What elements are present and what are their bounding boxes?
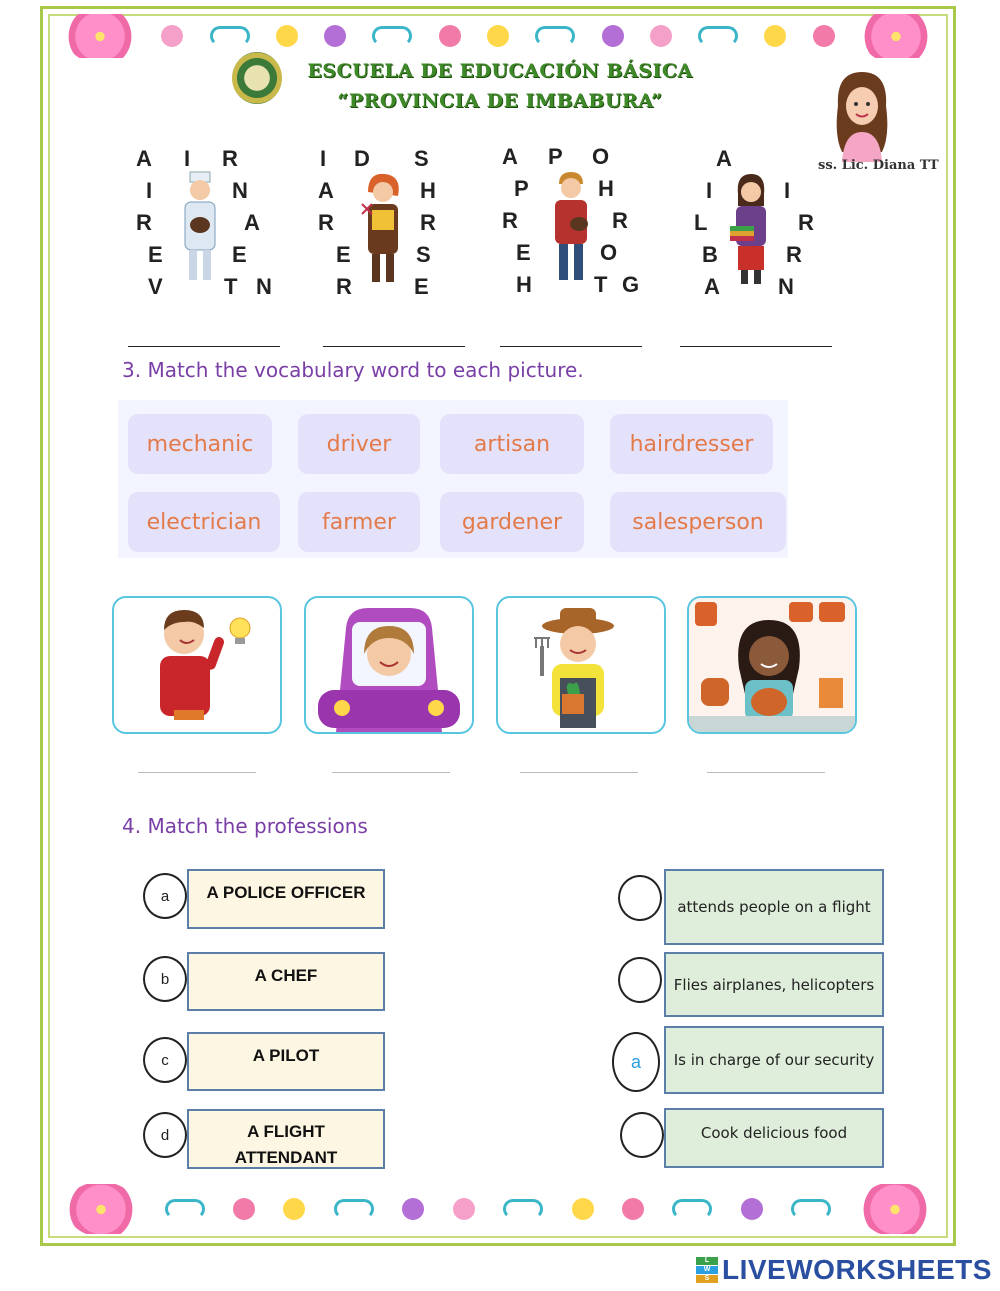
puzzle-letter: E bbox=[414, 274, 429, 299]
description-box: Flies airplanes, helicopters bbox=[664, 952, 884, 1017]
puzzle-letter: N bbox=[256, 274, 272, 299]
electrician-picture-card bbox=[112, 596, 282, 734]
profession-box[interactable]: A CHEF bbox=[187, 952, 385, 1011]
puzzle-letter: I bbox=[784, 178, 791, 203]
artisan-picture-card bbox=[687, 596, 857, 734]
puzzle-letter: A bbox=[136, 146, 152, 171]
letter-circle: b bbox=[143, 956, 187, 1002]
word-chip[interactable]: hairdresser bbox=[610, 414, 773, 474]
logo-letter: L bbox=[696, 1257, 718, 1265]
teacher-name: ss. Lic. Diana TT bbox=[818, 158, 939, 173]
farmer-picture-card bbox=[496, 596, 666, 734]
answer-circle[interactable] bbox=[618, 875, 662, 921]
swirl-icon bbox=[334, 1199, 374, 1219]
word-chip[interactable]: mechanic bbox=[128, 414, 272, 474]
answer-circle[interactable]: a bbox=[612, 1032, 660, 1092]
puzzle-letter: I bbox=[706, 178, 713, 203]
puzzle-letter: V bbox=[148, 274, 163, 299]
flower-icon bbox=[276, 25, 298, 47]
puzzle-letter: S bbox=[414, 146, 429, 171]
puzzle-letter: N bbox=[778, 274, 794, 299]
letter-circle: d bbox=[143, 1112, 187, 1158]
puzzle-letter: R bbox=[318, 210, 334, 235]
puzzle-letter: R bbox=[786, 242, 802, 267]
answer-line[interactable] bbox=[680, 346, 832, 347]
word-chip[interactable]: artisan bbox=[440, 414, 584, 474]
answer-line[interactable] bbox=[323, 346, 465, 347]
farmer-picture-icon bbox=[498, 598, 664, 732]
logo-letter: W bbox=[696, 1266, 718, 1274]
swirl-icon bbox=[698, 26, 738, 46]
flower-icon bbox=[764, 25, 786, 47]
swirl-icon bbox=[165, 1199, 205, 1219]
flower-icon bbox=[66, 1184, 136, 1234]
puzzle-letter: O bbox=[592, 144, 610, 169]
puzzle-letter: I bbox=[184, 146, 191, 171]
puzzle-letter: E bbox=[232, 242, 247, 267]
librarian-figure-icon bbox=[726, 170, 776, 288]
puzzle-letter: D bbox=[354, 146, 370, 171]
word-chip[interactable]: salesperson bbox=[610, 492, 786, 552]
electrician-picture-icon bbox=[114, 598, 280, 732]
swirl-icon bbox=[535, 26, 575, 46]
flower-icon bbox=[572, 1198, 594, 1220]
profession-box[interactable]: A FLIGHT ATTENDANT bbox=[187, 1109, 385, 1169]
puzzle-letter: B bbox=[702, 242, 718, 267]
answer-circle[interactable] bbox=[620, 1112, 664, 1158]
swirl-icon bbox=[672, 1199, 712, 1219]
word-chip[interactable]: farmer bbox=[298, 492, 420, 552]
puzzle-letter: I bbox=[320, 146, 327, 171]
section-4-title: 4. Match the professions bbox=[122, 814, 368, 838]
profession-box[interactable]: A POLICE OFFICER bbox=[187, 869, 385, 929]
artisan-picture-icon bbox=[689, 598, 855, 732]
driver-picture-icon bbox=[306, 598, 472, 732]
puzzle-letter: A bbox=[244, 210, 260, 235]
picture-answer-line[interactable] bbox=[520, 772, 638, 773]
description-box: Cook delicious food bbox=[664, 1108, 884, 1168]
flower-icon bbox=[860, 1184, 930, 1234]
word-chip[interactable]: electrician bbox=[128, 492, 280, 552]
flower-icon bbox=[861, 14, 931, 58]
puzzle-letter: R bbox=[136, 210, 152, 235]
flower-icon bbox=[650, 25, 672, 47]
puzzle-letter: O bbox=[600, 240, 618, 265]
puzzle-letter: R bbox=[420, 210, 436, 235]
puzzle-letter: A bbox=[716, 146, 732, 171]
puzzle-letter: P bbox=[548, 144, 563, 169]
shepherd-figure-icon bbox=[545, 168, 595, 286]
puzzle-letter: E bbox=[336, 242, 351, 267]
bottom-floral-border bbox=[52, 1184, 944, 1234]
puzzle-letter: E bbox=[516, 240, 531, 265]
swirl-icon bbox=[503, 1199, 543, 1219]
swirl-icon bbox=[210, 26, 250, 46]
swirl-icon bbox=[791, 1199, 831, 1219]
answer-circle[interactable] bbox=[618, 957, 662, 1003]
veterinarian-figure-icon bbox=[175, 170, 225, 288]
flower-icon bbox=[602, 25, 624, 47]
logo-letter: S bbox=[696, 1275, 718, 1283]
puzzle-letter: A bbox=[318, 178, 334, 203]
flower-icon bbox=[161, 25, 183, 47]
liveworksheets-logo-icon bbox=[696, 1257, 718, 1283]
puzzle-letter: A bbox=[704, 274, 720, 299]
description-box: attends people on a flight bbox=[664, 869, 884, 945]
flower-icon bbox=[324, 25, 346, 47]
flower-icon bbox=[487, 25, 509, 47]
liveworksheets-brand[interactable] bbox=[696, 1254, 992, 1286]
puzzle-letter: A bbox=[502, 144, 518, 169]
puzzle-letter: E bbox=[148, 242, 163, 267]
flower-icon bbox=[622, 1198, 644, 1220]
picture-answer-line[interactable] bbox=[138, 772, 256, 773]
picture-answer-line[interactable] bbox=[707, 772, 825, 773]
puzzle-letter: G bbox=[622, 272, 640, 297]
word-chip[interactable]: driver bbox=[298, 414, 420, 474]
swirl-icon bbox=[372, 26, 412, 46]
school-name-line2: “PROVINCIA DE IMBABURA” bbox=[337, 90, 663, 112]
puzzle-letter: L bbox=[694, 210, 708, 235]
teacher-avatar-icon bbox=[826, 66, 898, 162]
flower-icon bbox=[233, 1198, 255, 1220]
word-chip[interactable]: gardener bbox=[440, 492, 584, 552]
puzzle-letter: N bbox=[232, 178, 248, 203]
flower-icon bbox=[402, 1198, 424, 1220]
letter-circle: c bbox=[143, 1037, 187, 1083]
top-floral-border bbox=[52, 14, 944, 58]
puzzle-letter: H bbox=[598, 176, 614, 201]
puzzle-letter: H bbox=[516, 272, 532, 297]
puzzle-letter: R bbox=[222, 146, 238, 171]
puzzle-letter: P bbox=[514, 176, 529, 201]
answer-line[interactable] bbox=[128, 346, 280, 347]
section-3-title: 3. Match the vocabulary word to each picture. bbox=[122, 358, 584, 382]
flower-icon bbox=[741, 1198, 763, 1220]
letter-circle: a bbox=[143, 873, 187, 919]
flower-icon bbox=[813, 25, 835, 47]
puzzle-letter: R bbox=[502, 208, 518, 233]
brand-name: LIVEWORKSHEETS bbox=[722, 1254, 992, 1285]
description-box: Is in charge of our security bbox=[664, 1026, 884, 1094]
puzzle-letter: H bbox=[420, 178, 436, 203]
profession-box[interactable]: A PILOT bbox=[187, 1032, 385, 1091]
puzzle-letter: I bbox=[146, 178, 153, 203]
driver-picture-card bbox=[304, 596, 474, 734]
flower-icon bbox=[283, 1198, 305, 1220]
puzzle-letter: R bbox=[612, 208, 628, 233]
hairdresser-figure-icon bbox=[358, 170, 408, 288]
flower-icon bbox=[453, 1198, 475, 1220]
puzzle-letter: S bbox=[416, 242, 431, 267]
puzzle-letter: T bbox=[224, 274, 238, 299]
school-name-line1: ESCUELA DE EDUCACIÓN BÁSICA bbox=[307, 60, 693, 82]
puzzle-letter: T bbox=[594, 272, 608, 297]
flower-icon bbox=[439, 25, 461, 47]
puzzle-letter: R bbox=[798, 210, 814, 235]
flower-icon bbox=[65, 14, 135, 58]
answer-line[interactable] bbox=[500, 346, 642, 347]
picture-answer-line[interactable] bbox=[332, 772, 450, 773]
puzzle-letter: R bbox=[336, 274, 352, 299]
